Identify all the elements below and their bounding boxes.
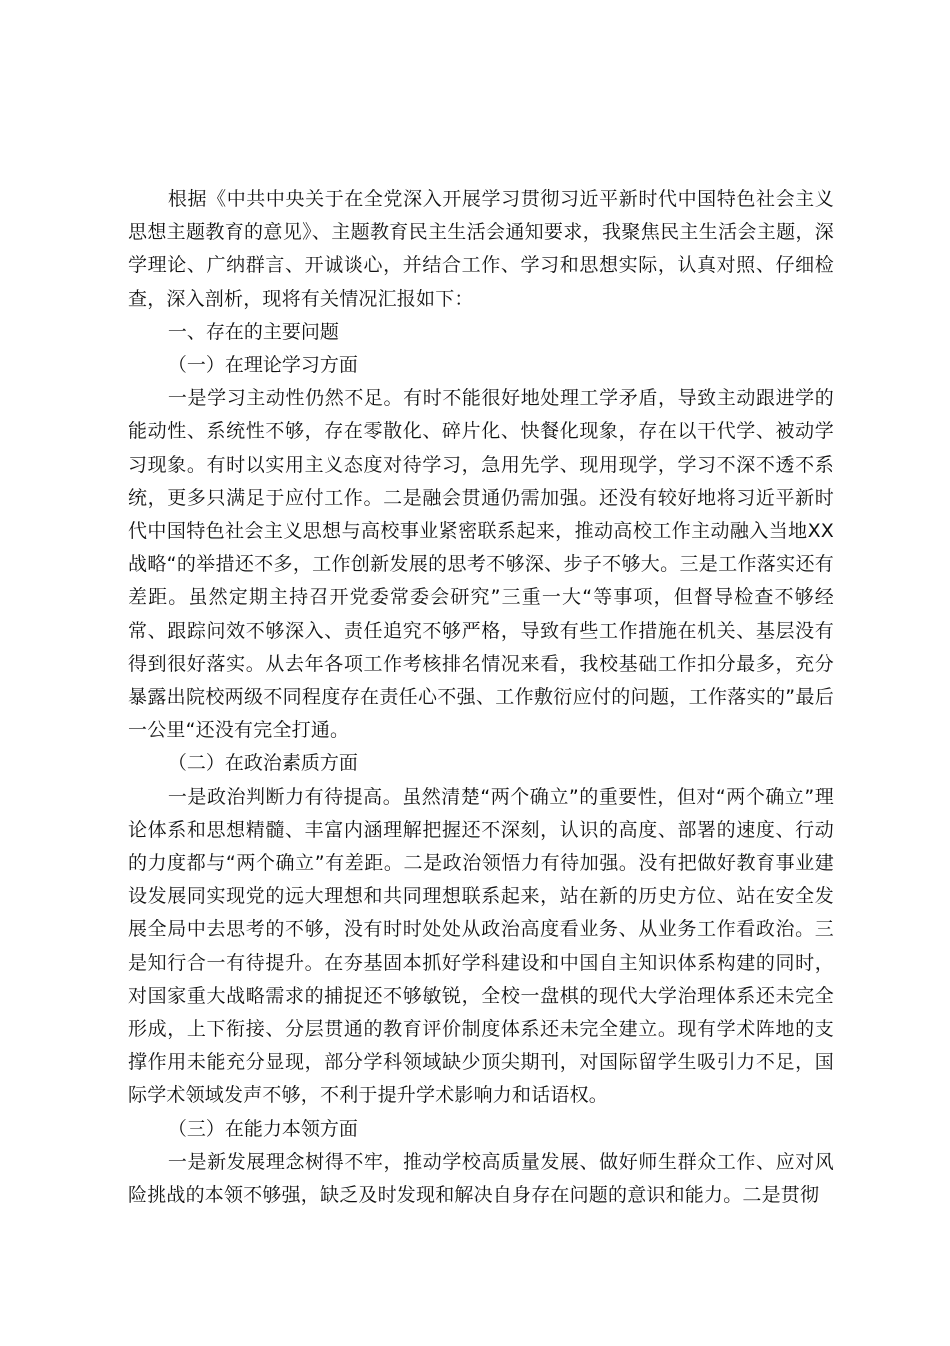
subsection-heading-ability: （三）在能力本领方面 [167,1117,358,1140]
ability-paragraph: 一是新发展理念树得不牢，推动学校高质量发展、做好师生群众工作、应对风险挑战的本领不够强，缺乏及时发现和解决自身存在问题的意识和能力。二是贯彻 [128,1150,834,1207]
subsection-heading-politics: （二）在政治素质方面 [167,752,358,775]
theory-study-paragraph: 一是学习主动性仍然不足。有时不能很好地处理工学矛盾，导致主动跟进学的能动性、系统性不够，存在零散化、碎片化、快餐化现象，存在以干代学、被动学习现象。有时以实用主义态度对待学习，急用先学、现用现学，学习不深不透不系统，更多只满足于应付工作。二是融会贯通仍需加强。还没有较好地将习近平新时代中国特色社会主义思想与高校事业紧密联系起来，推动高校工作主动融入当地XX战略“的举措还不多，工作创新发展的思考不够深、步子不够大。三是工作落实还有差距。虽然定期主持召开党委常委会研究”三重一大“等事项，但督导检查不够经常、跟踪问效不够深入、责任追究不够严格，导致有些工作措施在机关、基层没有得到很好落实。从去年各项工作考核排名情况来看，我校基础工作扣分最多，充分暴露出院校两级不同程度存在责任心不强、工作敷衍应付的问题，工作落实的”最后一公里“还没有完全打通。 [128,387,834,742]
subsection-heading-theory: （一）在理论学习方面 [167,354,358,377]
document-body [128,183,834,1212]
political-quality-paragraph: 一是政治判断力有待提高。虽然清楚“两个确立”的重要性，但对“两个确立”理论体系和思想精髓、丰富内涵理解把握还不深刻，认识的高度、部署的速度、行动的力度都与“两个确立”有差距。二是政治领悟力有待加强。没有把做好教育事业建设发展同实现党的远大理想和共同理想联系起来，站在新的历史方位、站在安全发展全局中去思考的不够，没有时时处处从政治高度看业务、从业务工作看政治。三是知行合一有待提升。在夯基固本抓好学科建设和中国自主知识体系构建的同时，对国家重大战略需求的捕捉还不够敏锐，全校一盘棋的现代大学治理体系还未完全形成，上下衔接、分层贯通的教育评价制度体系还未完全建立。现有学术阵地的支撑作用未能充分显现，部分学科领域缺少顶尖期刊，对国际留学生吸引力不足，国际学术领域发声不够，不利于提升学术影响力和话语权。 [128,785,834,1107]
section-heading-problems: 一、存在的主要问题 [167,320,339,343]
intro-paragraph: 根据《中共中央关于在全党深入开展学习贯彻习近平新时代中国特色社会主义思想主题教育的意见》、主题教育民主生活会通知要求，我聚焦民主生活会主题，深学理论、广纳群言、开诚谈心，并结合工作、学习和思想实际，认真对照、仔细检查，深入剖析，现将有关情况汇报如下： [128,188,834,310]
